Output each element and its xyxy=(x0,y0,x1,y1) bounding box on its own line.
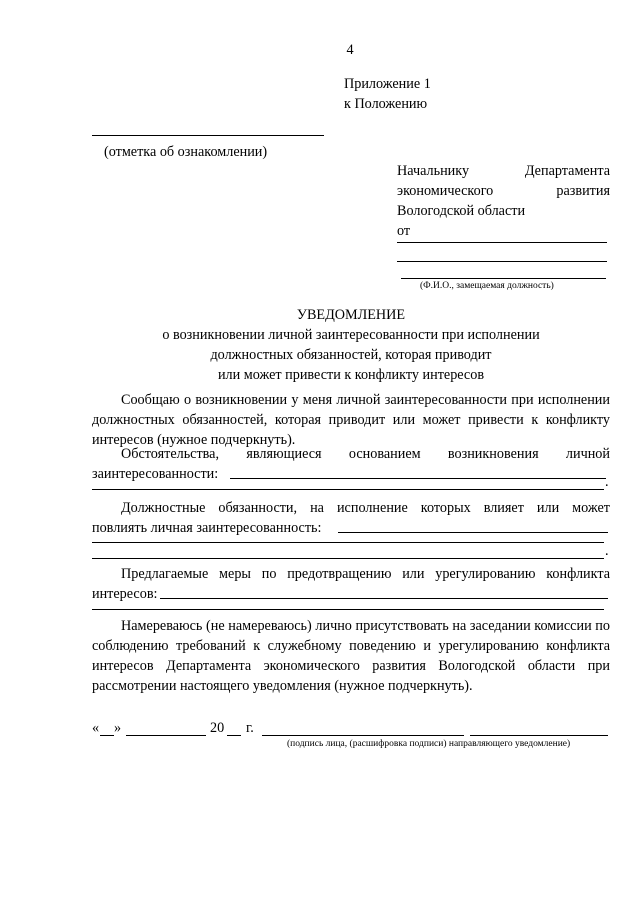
addressee-line-1: Начальнику Департамента xyxy=(397,163,610,179)
acknowledgement-line xyxy=(92,135,324,136)
sender-line-3 xyxy=(401,278,606,279)
year-suffix: г. xyxy=(246,720,254,736)
circumstances-line-2 xyxy=(92,489,604,490)
paragraph-2-line-1: Обстоятельства, являющиеся основанием возникновения личной xyxy=(121,446,610,462)
year-prefix: 20 xyxy=(210,720,225,736)
signature-decoding-line xyxy=(470,735,608,736)
date-open-quote: « xyxy=(92,720,100,736)
duties-period: . xyxy=(605,543,609,559)
addressee-line-2: экономического развития xyxy=(397,183,610,199)
signature-line xyxy=(262,735,464,736)
date-month-line xyxy=(126,735,206,736)
paragraph-4-line-2: интересов: xyxy=(92,586,158,602)
date-day-line xyxy=(100,735,114,736)
fio-label: (Ф.И.О., замещаемая должность) xyxy=(420,281,554,291)
year-line xyxy=(227,735,241,736)
duties-line-3 xyxy=(92,558,604,559)
addressee-line-4: от xyxy=(397,223,411,239)
sender-line-1 xyxy=(397,242,607,243)
appendix-line-1: Приложение 1 xyxy=(344,76,431,92)
signature-caption: (подпись лица, (расшифровка подписи) направляющего уведомление) xyxy=(287,739,571,749)
circumstances-line-1 xyxy=(230,478,606,479)
title-sub-1: о возникновении личной заинтересованности при исполнении xyxy=(162,327,540,343)
measures-line-2 xyxy=(92,609,604,610)
duties-line-2 xyxy=(92,542,604,543)
measures-line-1 xyxy=(160,598,608,599)
page-number: 4 xyxy=(346,42,354,58)
addressee-line-3: Вологодской области xyxy=(397,203,526,219)
title-main: УВЕДОМЛЕНИЕ xyxy=(296,307,406,323)
title-sub-2: должностных обязанностей, которая приводит xyxy=(210,347,492,363)
addressee-block xyxy=(397,161,610,241)
acknowledgement-label: (отметка об ознакомлении) xyxy=(104,144,268,160)
paragraph-4-line-1: Предлагаемые меры по предотвращению или урегулированию конфликта xyxy=(121,566,610,582)
sender-line-2 xyxy=(397,261,607,262)
paragraph-5: Намереваюсь (не намереваюсь) лично присутствовать на заседании комиссии по соблюдению требований к служебному поведению и урегулированию конфликта интересов Департамента экономического развития Вологодской области при рассмотрении настоящего уведомления (нужное подчеркнуть). xyxy=(92,618,610,694)
title-sub-3: или может привести к конфликту интересов xyxy=(217,367,485,383)
paragraph-3-line-1: Должностные обязанности, на исполнение которых влияет или может xyxy=(121,500,610,516)
duties-line-1 xyxy=(338,532,608,533)
paragraph-3-line-2: повлиять личная заинтересованность: xyxy=(92,520,322,536)
paragraph-2-line-2: заинтересованности: xyxy=(92,466,219,482)
notice-title xyxy=(92,305,610,385)
circumstances-period: . xyxy=(605,474,609,490)
appendix-reference xyxy=(344,74,431,114)
date-close-quote: » xyxy=(114,720,122,736)
paragraph-1: Сообщаю о возникновении у меня личной заинтересованности при исполнении должностных обязанностей, которая приводит или может привести к конфликту интересов (нужное подчеркнуть). xyxy=(92,392,610,448)
appendix-line-2: к Положению xyxy=(344,96,428,112)
